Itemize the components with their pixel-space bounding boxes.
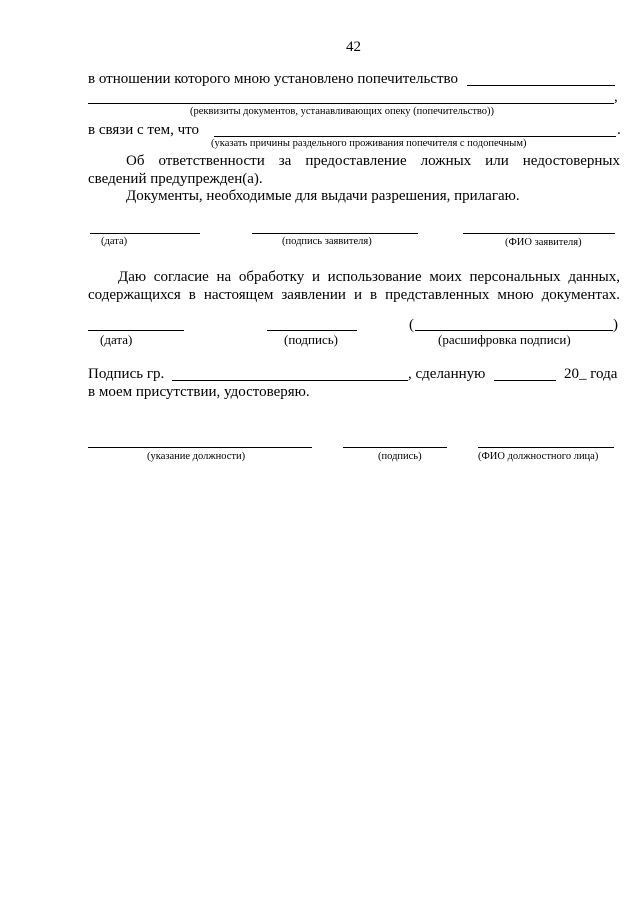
applicant-date-field[interactable]: [90, 233, 200, 234]
applicant-signature-field[interactable]: [252, 233, 418, 234]
certification-year: 20_ года: [564, 366, 618, 382]
reason-caption: (указать причины раздельного проживания попечителя с подопечным): [211, 138, 527, 149]
official-position-field[interactable]: [88, 447, 312, 448]
certification-made: , сделанную: [408, 366, 486, 382]
official-signature-caption: (подпись): [378, 451, 422, 462]
reason-field[interactable]: [214, 136, 616, 137]
guardianship-label: в отношении которого мною установлено попечительство: [88, 71, 458, 87]
consent-line1: Даю согласие на обработку и использование моих персональных данных,: [118, 269, 620, 285]
responsibility-line1: Об ответственности за предоставление ложных или недостоверных: [126, 153, 620, 169]
applicant-date-caption: (дата): [101, 236, 128, 247]
responsibility-line2: сведений предупрежден(а).: [88, 171, 263, 187]
consent-date-caption: (дата): [100, 332, 133, 347]
applicant-name-caption: (ФИО заявителя): [505, 237, 582, 248]
consent-signature-caption: (подпись): [284, 332, 338, 347]
reason-label: в связи с тем, что: [88, 122, 199, 138]
consent-decoding-caption: (расшифровка подписи): [438, 332, 571, 347]
official-name-caption: (ФИО должностного лица): [478, 451, 599, 462]
guardianship-field[interactable]: [467, 85, 615, 86]
official-name-field[interactable]: [478, 447, 614, 448]
official-position-caption: (указание должности): [147, 451, 246, 462]
consent-line2: содержащихся в настоящем заявлении и в представленных мною документах.: [88, 287, 620, 303]
certification-lead: Подпись гр.: [88, 366, 165, 382]
consent-open-paren: (: [409, 317, 414, 333]
page-number: 42: [346, 39, 361, 55]
certification-date-field[interactable]: [494, 380, 556, 381]
consent-close-paren: ): [613, 317, 618, 333]
certification-line2: в моем присутствии, удостоверяю.: [88, 384, 310, 400]
guardianship-documents-field[interactable]: [88, 103, 614, 104]
reason-period: .: [617, 122, 621, 138]
documents-note: Документы, необходимые для выдачи разрешения, прилагаю.: [126, 188, 520, 204]
certification-name-field[interactable]: [172, 380, 408, 381]
applicant-name-field[interactable]: [463, 233, 615, 234]
official-signature-field[interactable]: [343, 447, 447, 448]
guardianship-comma: ,: [614, 89, 618, 105]
applicant-signature-caption: (подпись заявителя): [282, 236, 372, 247]
guardianship-caption: (реквизиты документов, устанавливающих опеку (попечительство)): [190, 106, 495, 117]
